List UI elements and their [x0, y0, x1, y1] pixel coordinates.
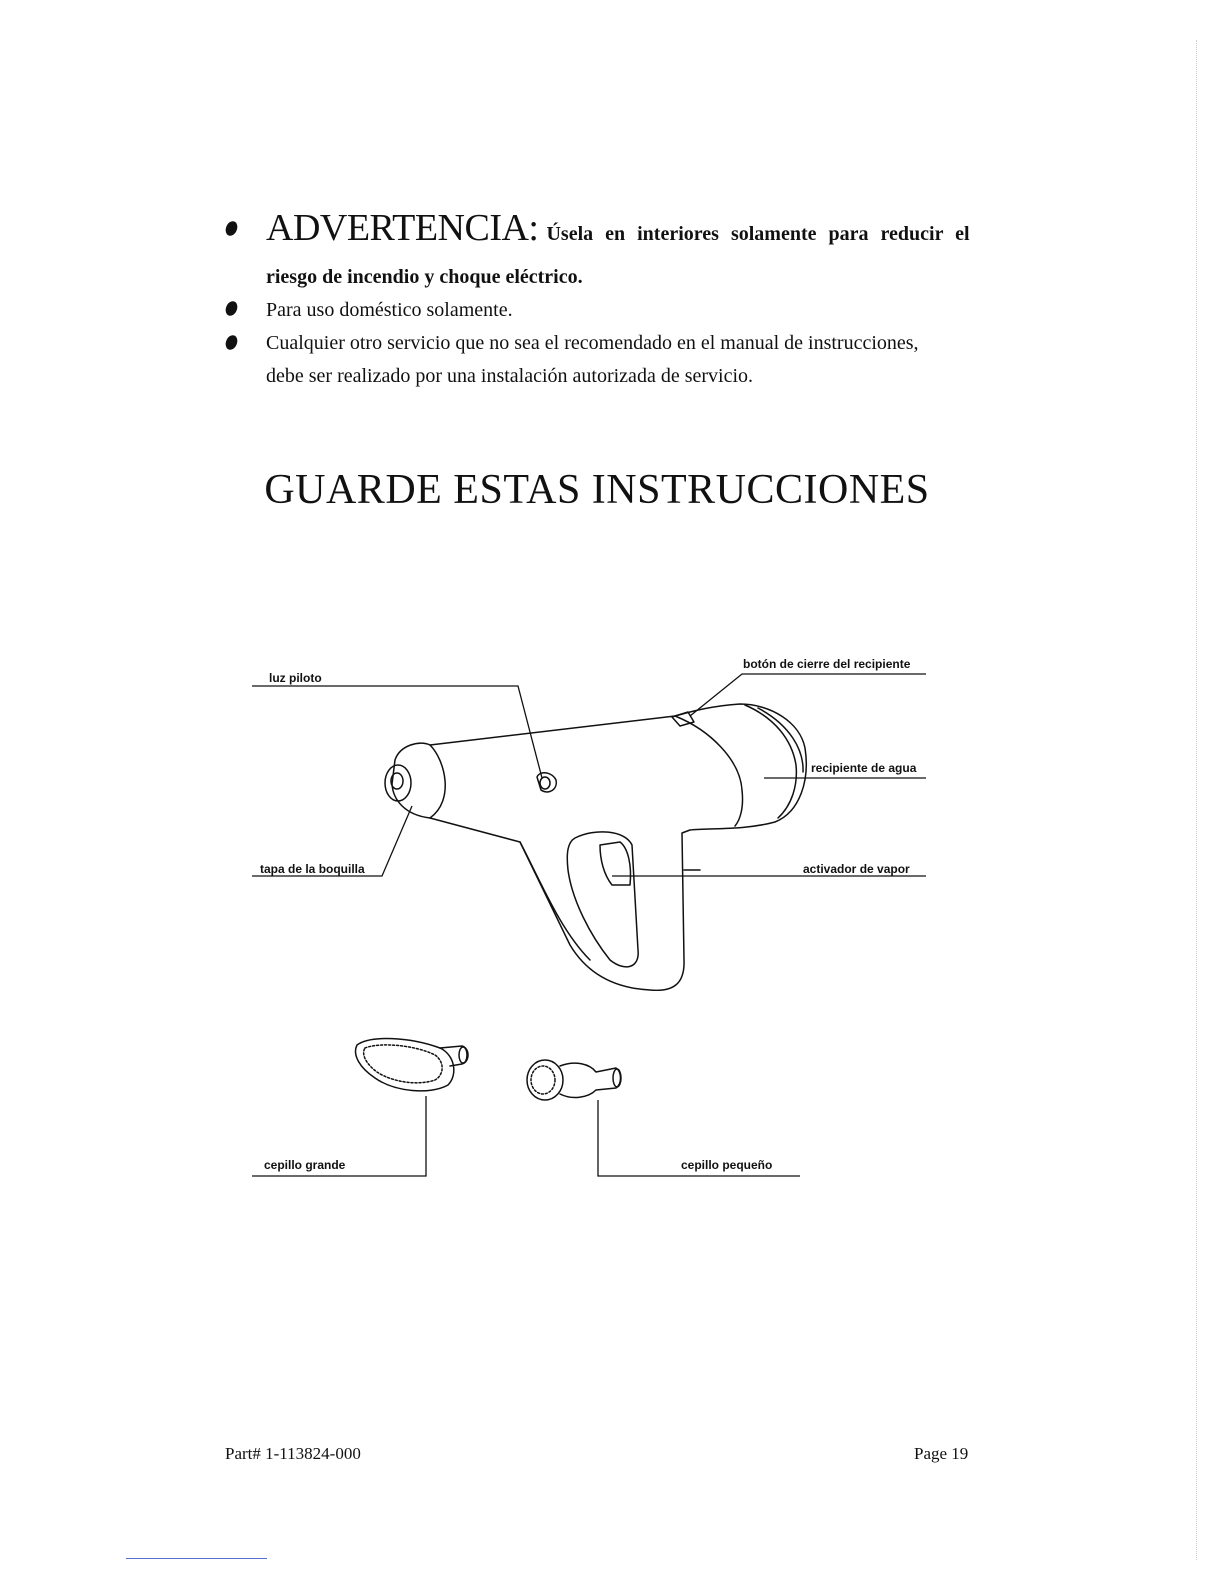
warning-text: Úsela en interiores solamente para reducir el: [546, 223, 970, 245]
bullet-service-line-1: Cualquier otro servicio que no sea el recomendado en el manual de instrucciones,: [266, 332, 919, 354]
warning-heading: ADVERTENCIA:: [266, 207, 539, 249]
steamer-body: [385, 704, 806, 990]
label-activador-vapor: activador de vapor: [803, 862, 910, 876]
page-title: GUARDE ESTAS INSTRUCCIONES: [264, 467, 930, 513]
warning-continuation: riesgo de incendio y choque eléctrico.: [266, 266, 583, 288]
label-recipiente-agua: recipiente de agua: [811, 761, 917, 775]
leader-luz-piloto: [252, 686, 542, 778]
label-luz-piloto: luz piloto: [269, 671, 322, 685]
margin-rule: [1196, 40, 1197, 1560]
small-brush: [527, 1060, 621, 1100]
label-boton-cierre: botón de cierre del recipiente: [743, 657, 911, 671]
leader-boton-cierre: [690, 674, 926, 716]
label-cepillo-pequeno: cepillo pequeño: [681, 1158, 773, 1172]
label-tapa-boquilla: tapa de la boquilla: [260, 862, 365, 876]
large-brush: [356, 1039, 468, 1091]
page-number: Page 19: [914, 1444, 969, 1463]
footer-rule: [126, 1558, 267, 1559]
part-number: Part# 1-113824-000: [225, 1444, 361, 1463]
bullet-domestic-use: Para uso doméstico solamente.: [266, 299, 513, 321]
bullet-service-line-2: debe ser realizado por una instalación autorizada de servicio.: [266, 365, 754, 387]
label-cepillo-grande: cepillo grande: [264, 1158, 346, 1172]
